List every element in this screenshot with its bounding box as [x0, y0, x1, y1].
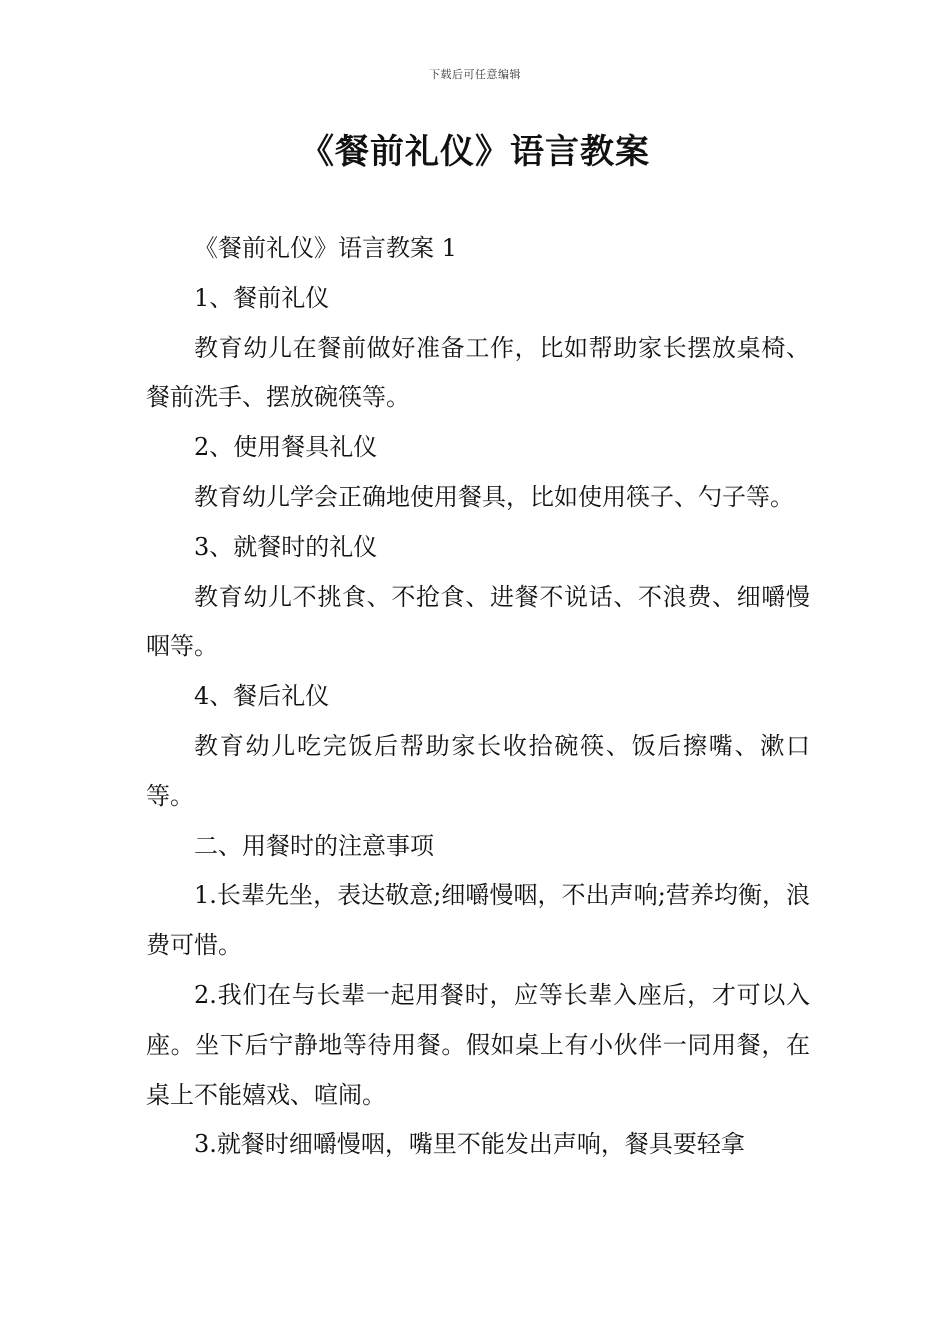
document-body [146, 224, 810, 1170]
paragraph-subtitle: 《餐前礼仪》语言教案 1 [194, 234, 457, 262]
paragraph: 教育幼儿不挑食、不抢食、进餐不说话、不浪费、细嚼慢咽等。 [146, 582, 810, 661]
paragraph: 2.我们在与长辈一起用餐时，应等长辈入座后，才可以入座。坐下后宁静地等待用餐。假如桌上有小伙伴一同用餐，在桌上不能嬉戏、喧闹。 [146, 980, 810, 1109]
section-heading-2: 2、使用餐具礼仪 [194, 433, 378, 462]
section-heading-notes: 二、用餐时的注意事项 [194, 831, 434, 860]
section-heading-1: 1、餐前礼仪 [194, 283, 330, 312]
paragraph: 教育幼儿学会正确地使用餐具，比如使用筷子、勺子等。 [194, 482, 794, 511]
header-note: 下载后可任意编辑 [429, 68, 521, 81]
section-heading-3: 3、就餐时的礼仪 [194, 532, 378, 561]
paragraph: 1.长辈先坐，表达敬意;细嚼慢咽，不出声响;营养均衡，浪费可惜。 [146, 881, 810, 960]
paragraph: 教育幼儿吃完饭后帮助家长收拾碗筷、饭后擦嘴、漱口等。 [146, 731, 810, 810]
document-title: 《餐前礼仪》语言教案 [300, 132, 650, 172]
paragraph: 3.就餐时细嚼慢咽，嘴里不能发出声响，餐具要轻拿 [194, 1130, 745, 1159]
paragraph: 教育幼儿在餐前做好准备工作，比如帮助家长摆放桌椅、餐前洗手、摆放碗筷等。 [146, 333, 810, 412]
section-heading-4: 4、餐后礼仪 [194, 682, 330, 711]
